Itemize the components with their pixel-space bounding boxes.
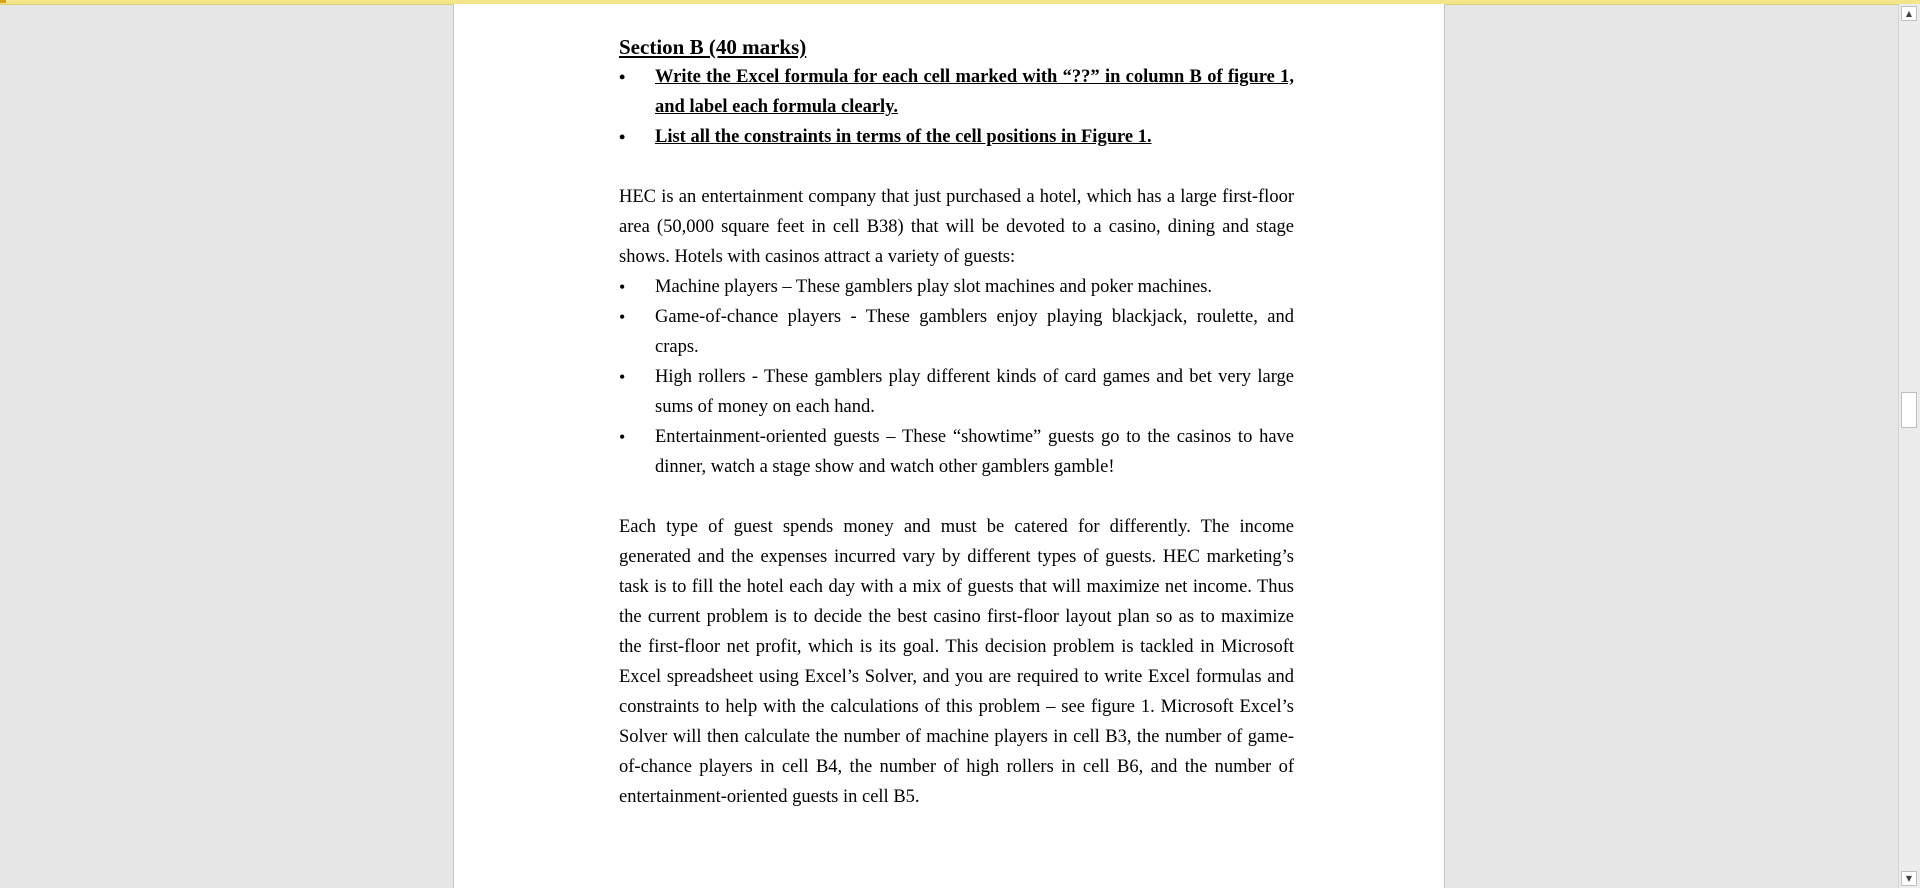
instruction-text: List all the constraints in terms of the cell positions in Figure 1. <box>655 127 1152 147</box>
bullet-icon: • <box>619 307 626 327</box>
bullet-icon: • <box>619 367 626 387</box>
blank-line <box>619 482 1294 512</box>
guest-type-text: Entertainment-oriented guests – These “showtime” guests go to the casinos to have dinner, watch a stage show and watch other gamblers gamble! <box>655 427 1294 477</box>
bullet-icon: • <box>619 277 626 297</box>
section-heading: Section B (40 marks) <box>619 35 807 59</box>
document-content[interactable] <box>619 32 1294 812</box>
body-paragraph: Each type of guest spends money and must be catered for differently. The income generated and the expenses incurred vary by different types of guests. HEC marketing’s task is to fill the hotel each day with a mix of guests that will maximize net income. Thus the current problem is to decide the best casino first-floor layout plan so as to maximize the first-floor net profit, which is its goal. This decision problem is tackled in Microsoft Excel spreadsheet using Excel’s Solver, and you are required to write Excel formulas and constraints to help with the calculations of this problem – see figure 1. Microsoft Excel’s Solver will then calculate the number of machine players in cell B3, the number of game-of-chance players in cell B4, the number of high rollers in cell B6, and the number of entertainment-oriented guests in cell B5. <box>619 517 1294 807</box>
top-strip-marker <box>0 0 6 3</box>
instruction-item <box>619 62 1294 122</box>
intro-paragraph: HEC is an entertainment company that just purchased a hotel, which has a large first-floor area (50,000 square feet in cell B38) that will be devoted to a casino, dining and stage shows. Hotels with casinos attract a variety of guests: <box>619 187 1294 267</box>
guest-type-item <box>619 422 1294 482</box>
instruction-text: Write the Excel formula for each cell marked with “??” in column B of figure 1, and label each formula clearly. <box>655 67 1294 117</box>
guest-type-text: Game-of-chance players - These gamblers enjoy playing blackjack, roulette, and craps. <box>655 307 1294 357</box>
instruction-list <box>619 62 1294 152</box>
guest-type-item <box>619 272 1294 302</box>
guest-type-list <box>619 272 1294 482</box>
bullet-icon: • <box>619 67 626 87</box>
scrollbar-thumb[interactable] <box>1901 392 1917 428</box>
scroll-down-icon[interactable]: ▼ <box>1901 871 1917 886</box>
scroll-up-icon[interactable]: ▲ <box>1901 6 1917 21</box>
blank-line <box>619 152 1294 182</box>
guest-type-text: High rollers - These gamblers play different kinds of card games and bet very large sums of money on each hand. <box>655 367 1294 417</box>
guest-type-text: Machine players – These gamblers play slot machines and poker machines. <box>655 277 1213 297</box>
vertical-scrollbar[interactable] <box>1898 4 1920 888</box>
instruction-item <box>619 122 1294 152</box>
guest-type-item <box>619 362 1294 422</box>
guest-type-item <box>619 302 1294 362</box>
bullet-icon: • <box>619 127 626 147</box>
bullet-icon: • <box>619 427 626 447</box>
document-page[interactable] <box>453 4 1445 888</box>
